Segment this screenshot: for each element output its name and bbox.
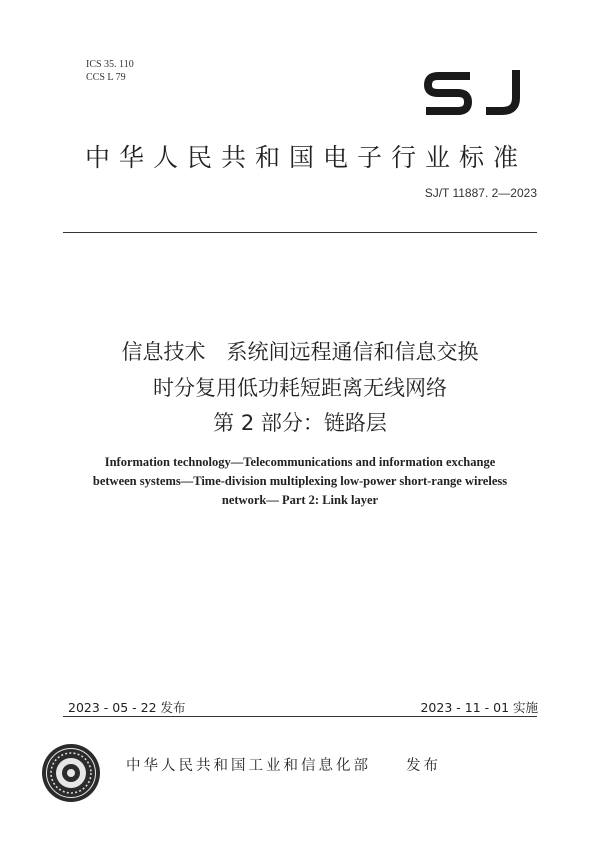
title-en-line3: network— Part 2: Link layer — [221, 493, 379, 507]
title-en-line1: Information technology—Telecommunications and information exchange — [104, 455, 496, 469]
title-en-line2: between systems—Time-division multiplexing low-power short-range wireless — [92, 474, 508, 488]
ccs-code: CCS L 79 — [86, 72, 126, 83]
effective-date: 2023 - 11 - 01 实施 — [420, 700, 538, 715]
ics-code: ICS 35. 110 — [86, 59, 134, 70]
sj-logo — [420, 64, 528, 122]
classification-codes — [86, 58, 134, 84]
footer-divider — [63, 716, 537, 717]
title-zh-line2: 时分复用低功耗短距离无线网络 — [153, 376, 447, 400]
standard-category: 中华人民共和国电子行业标准 — [84, 143, 527, 172]
issue-date: 2023 - 05 - 22 发布 — [68, 700, 186, 715]
issuing-authority: 中华人民共和国工业和信息化部 发布 — [126, 758, 441, 774]
header-divider — [63, 232, 537, 233]
title-zh-line3: 第 2 部分：链路层 — [213, 411, 387, 435]
ministry-seal — [40, 742, 102, 804]
title-zh-line1: 信息技术 系统间远程通信和信息交换 — [121, 340, 479, 364]
standard-number: SJ/T 11887. 2—2023 — [424, 186, 537, 200]
